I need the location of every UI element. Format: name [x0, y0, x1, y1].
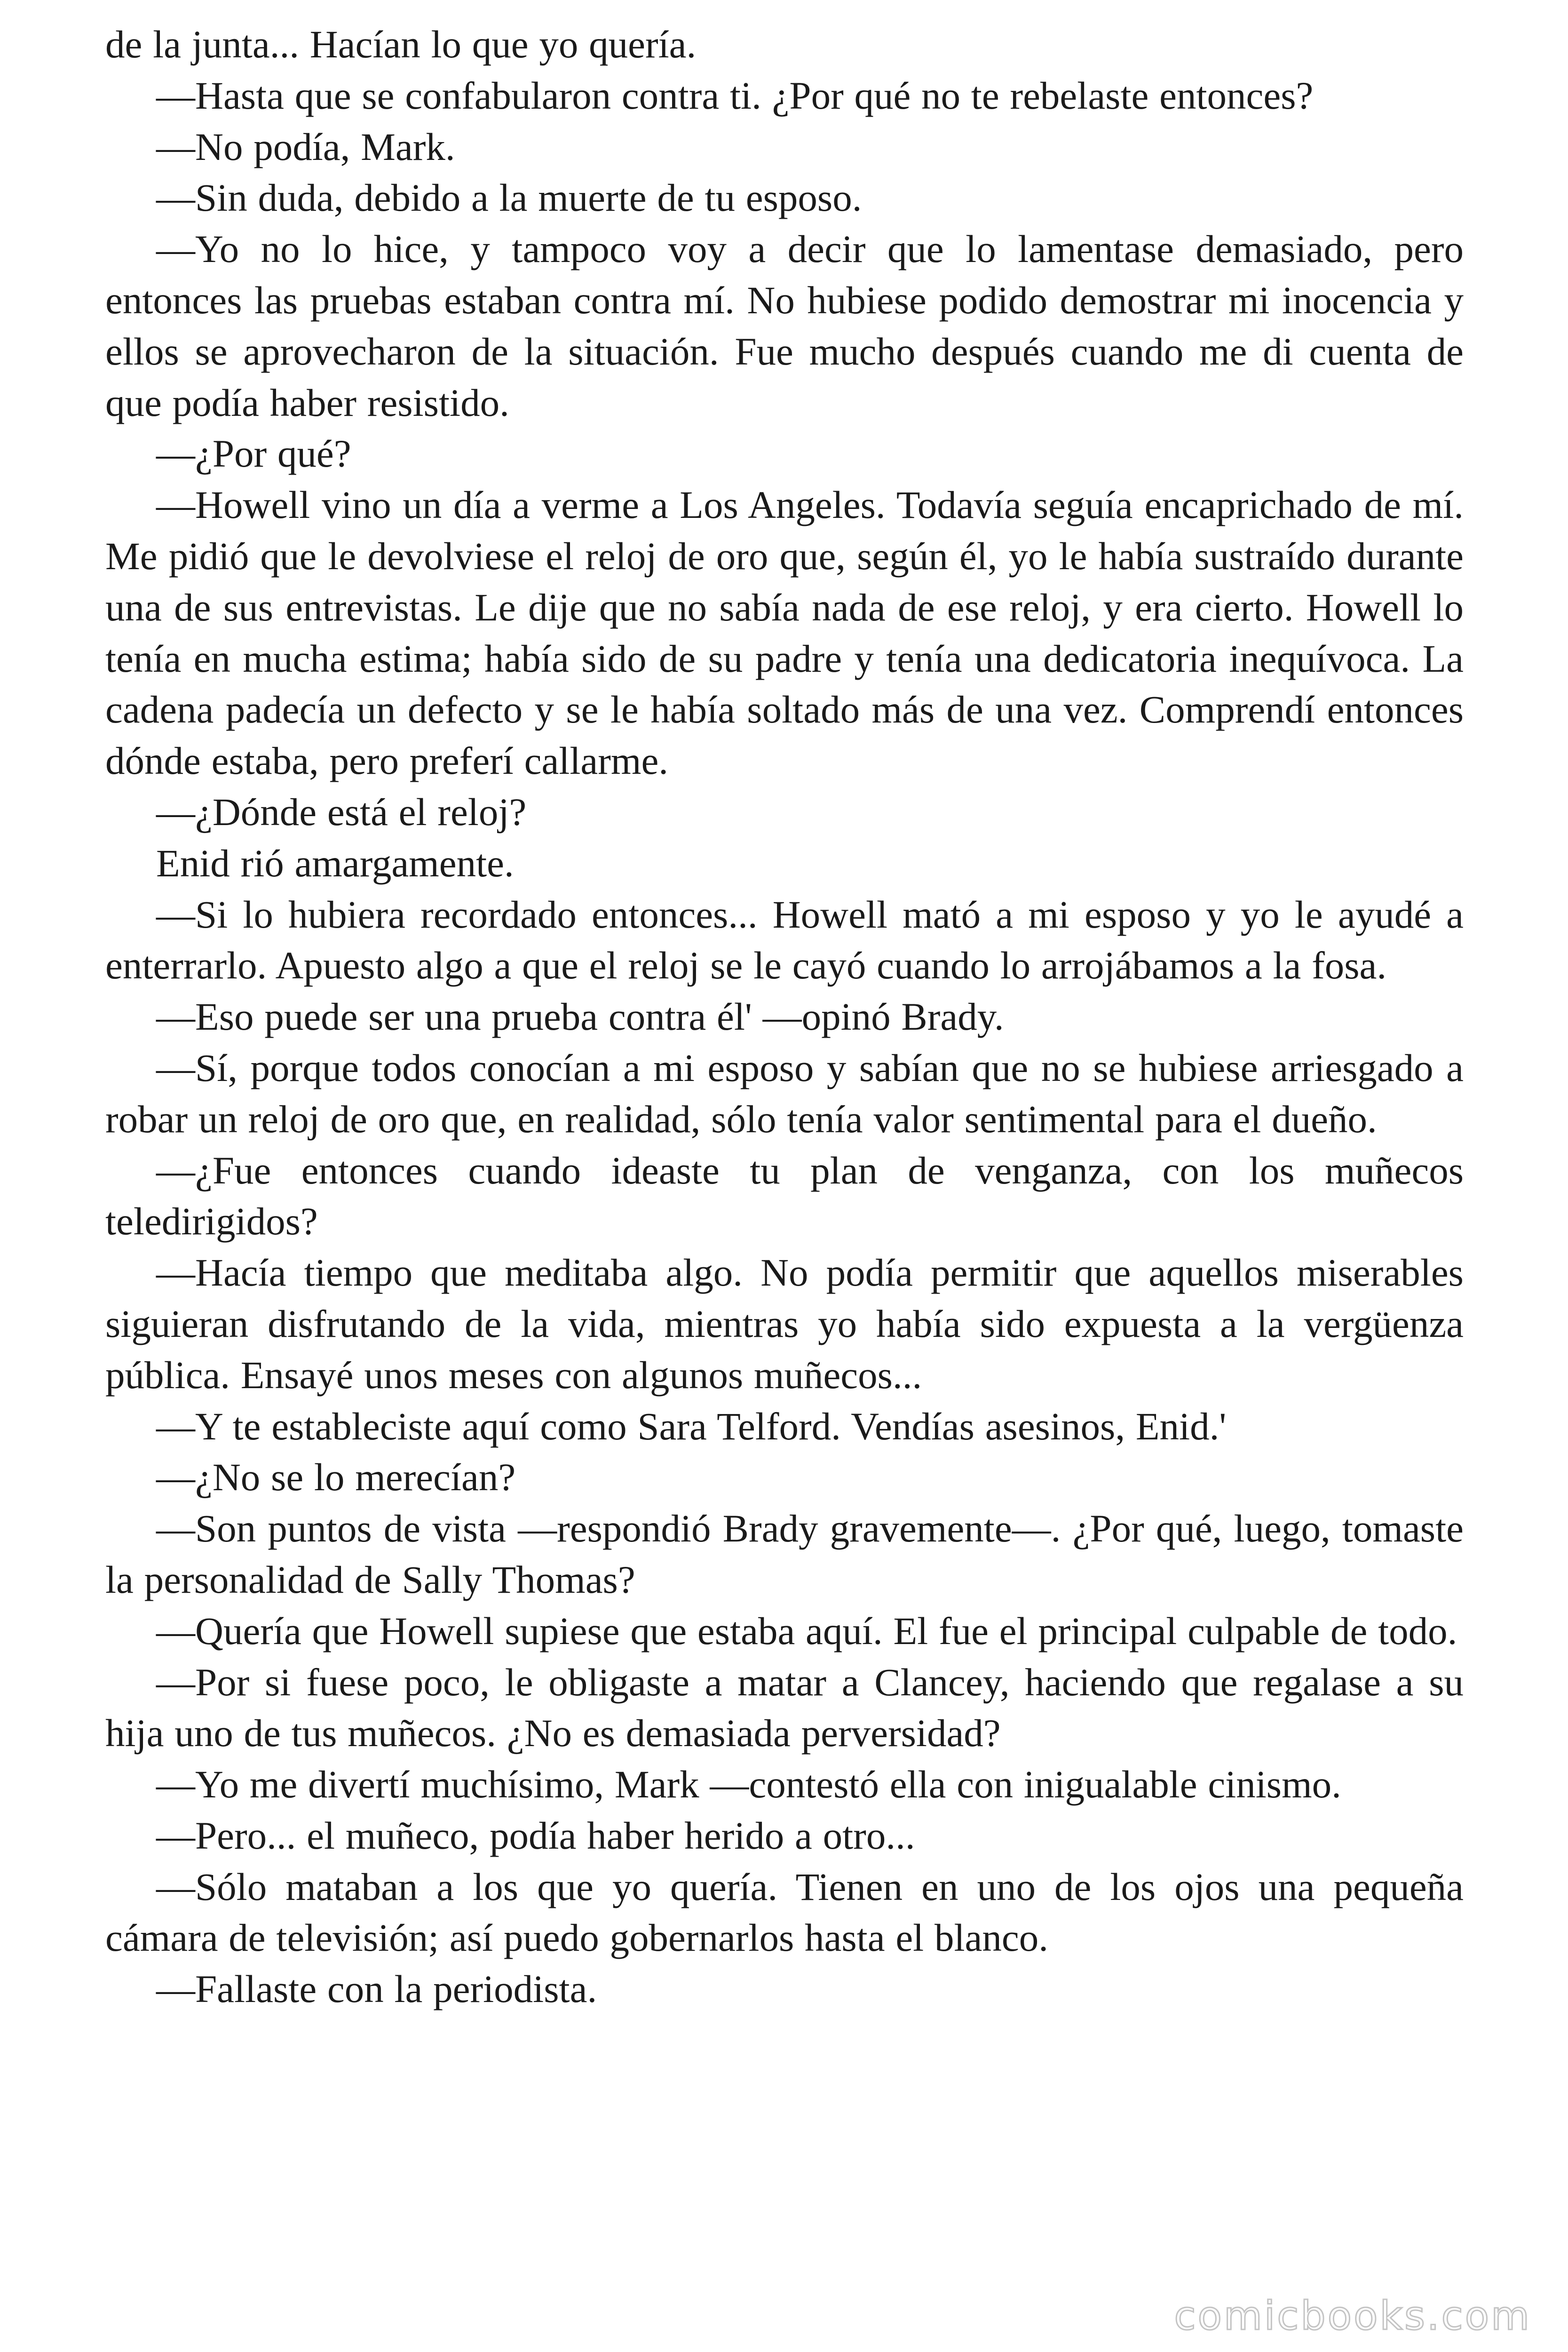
paragraph: —Eso puede ser una prueba contra él' —opinó Brady.	[156, 995, 1004, 1039]
paragraph: —No podía, Mark.	[156, 125, 455, 168]
paragraph: de la junta... Hacían lo que yo quería.	[105, 23, 697, 66]
paragraph: —Y te estableciste aquí como Sara Telford. Vendías asesinos, Enid.'	[156, 1404, 1227, 1448]
paragraph: —Hacía tiempo que meditaba algo. No podía permitir que aquellos miserables siguieran disfrutando de la vida, mientras yo había sido expuesta a la vergüenza pública. Ensayé unos meses con algunos muñecos...	[105, 1251, 1464, 1397]
paragraph: —Fallaste con la periodista.	[156, 1967, 597, 2011]
paragraph: —Por si fuese poco, le obligaste a matar a Clancey, haciendo que regalase a su hija uno de tus muñecos. ¿No es demasiada perversidad?	[105, 1660, 1464, 1755]
paragraph: —Sí, porque todos conocían a mi esposo y sabían que no se hubiese arriesgado a robar un reloj de oro que, en realidad, sólo tenía valor sentimental para el dueño.	[105, 1046, 1464, 1141]
paragraph: —Hasta que se confabularon contra ti. ¿Por qué no te rebelaste entonces?	[156, 73, 1314, 117]
paragraph: —¿Dónde está el reloj?	[156, 790, 527, 834]
paragraph: —Howell vino un día a verme a Los Angeles. Todavía seguía encaprichado de mí. Me pidió que le devolviese el reloj de oro que, según él, yo le había sustraído durante una de sus entrevistas. Le dije que no sabía nada de ese reloj, y era cierto. Howell lo tenía en mucha estima; había sido de su padre y tenía una dedicatoria inequívoca. La cadena padecía un defecto y se le había soltado más de una vez. Comprendí entonces dónde estaba, pero preferí callarme.	[105, 483, 1464, 783]
paragraph: —Yo no lo hice, y tampoco voy a decir que lo lamentase demasiado, pero entonces las pruebas estaban contra mí. No hubiese podido demostrar mi inocencia y ellos se aprovecharon de la situación. Fue mucho después cuando me di cuenta de que podía haber resistido.	[105, 227, 1464, 424]
paragraph: —Quería que Howell supiese que estaba aquí. El fue el principal culpable de todo.	[156, 1609, 1457, 1653]
paragraph: —Sin duda, debido a la muerte de tu esposo.	[156, 176, 862, 220]
paragraph: —Son puntos de vista —respondió Brady gravemente—. ¿Por qué, luego, tomaste la personalidad de Sally Thomas?	[105, 1507, 1464, 1601]
paragraph: —¿Fue entonces cuando ideaste tu plan de venganza, con los muñecos teledirigidos?	[105, 1148, 1464, 1243]
paragraph: —Si lo hubiera recordado entonces... Howell mató a mi esposo y yo le ayudé a enterrarlo. Apuesto algo a que el reloj se le cayó cuando lo arrojábamos a la fosa.	[105, 892, 1464, 987]
paragraph: —¿No se lo merecían?	[156, 1455, 516, 1499]
paragraph: —Pero... el muñeco, podía haber herido a otro...	[156, 1813, 915, 1857]
watermark: comicbooks.com	[1174, 2293, 1531, 2339]
paragraph: —¿Por qué?	[156, 432, 351, 476]
paragraph: —Sólo mataban a los que yo quería. Tienen en uno de los ojos una pequeña cámara de televisión; así puedo gobernarlos hasta el blanco.	[105, 1865, 1464, 1960]
paragraph: —Yo me divertí muchísimo, Mark —contestó ella con inigualable cinismo.	[156, 1763, 1341, 1806]
document-page	[105, 19, 1464, 2015]
paragraph: Enid rió amargamente.	[156, 841, 514, 885]
